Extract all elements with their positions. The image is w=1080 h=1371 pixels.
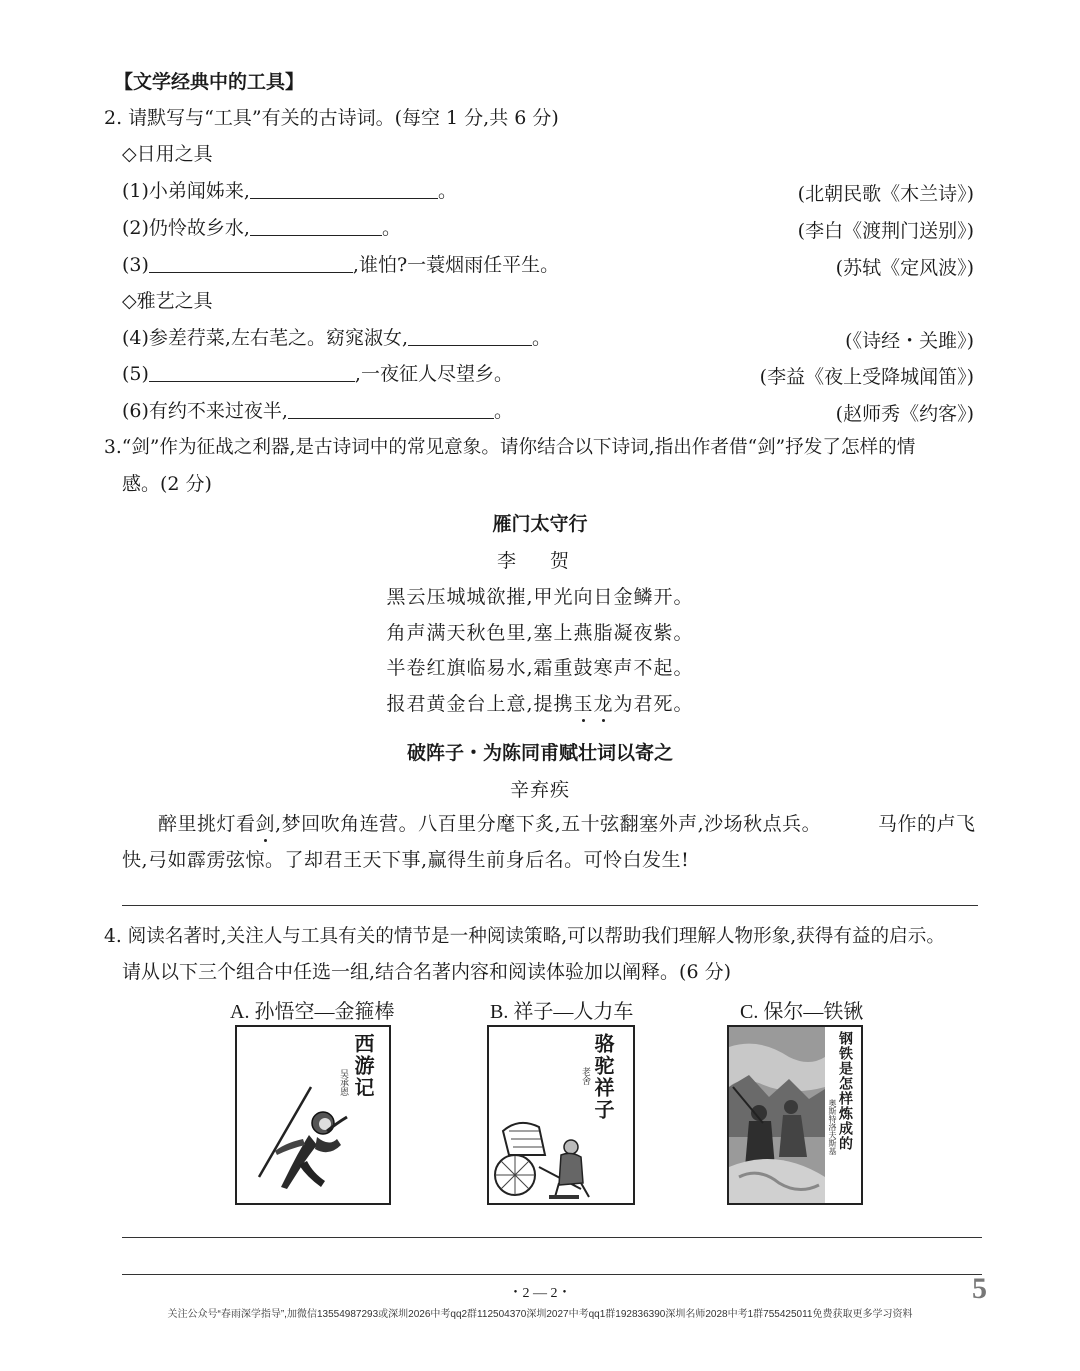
page-number: ・2 — 2・ [508,1286,572,1301]
answer-blank-1[interactable] [250,180,438,199]
q2-item-2-source: (李白《渡荆门送别》) [797,220,974,242]
monkey-king-illustration [237,1027,389,1203]
q2-item-1-source: (北朝民歌《木兰诗》) [797,183,974,205]
corner-number: 5 [972,1272,987,1305]
q2-item-5 [122,362,513,386]
q2-item-4-source: (《诗经・关雎》) [845,330,974,352]
poem2-line-1 [158,812,821,836]
q2-item-3-source: (苏轼《定风波》) [835,257,974,279]
q2-item-6-pre: (6)有约不来过夜半, [122,400,288,422]
q2-item-6-source: (赵师秀《约客》) [835,403,974,425]
rickshaw-illustration [489,1027,633,1203]
poem2-line-1-tail: 马作的卢飞 [878,813,976,835]
q2-item-6 [122,399,513,423]
book-title-xiyouji: 西游记 [351,1033,375,1099]
q2-item-4-pre: (4)参差荇菜,左右芼之。窈窕淑女, [122,327,408,349]
q2-item-5-pre: (5) [122,363,149,385]
q2-item-1-post: 。 [437,180,457,202]
q2-item-3-post: ,谁怕?一蓑烟雨任平生。 [352,254,560,276]
poem1-line-4-post: 为君死。 [613,693,694,715]
poem2-line-1-post: ,梦回吹角连营。八百里分麾下炙,五十弦翻塞外声,沙场秋点兵。 [275,813,822,835]
book-cover-luotuoxiangzi [487,1025,635,1205]
q3-stem-line2: 感。(2 分) [122,473,212,495]
answer-blank-3[interactable] [149,254,353,273]
q2-item-5-source: (李益《夜上受降城闻笛》) [759,366,974,388]
poem1-author: 李 贺 [496,550,584,572]
section-title: 【文学经典中的工具】 [114,71,305,93]
option-a-label: A. 孙悟空—金箍棒 [230,1001,395,1023]
q4-stem-line1: 4. 阅读名著时,关注人与工具有关的情节是一种阅读策略,可以帮助我们理解人物形象,获得有益的启示。 [104,926,945,947]
q4-stem-line2: 请从以下三个组合中任选一组,结合名著内容和阅读体验加以阐释。(6 分) [122,961,731,983]
q2-item-6-post: 。 [493,400,513,422]
poem2-line-2: 快,弓如霹雳弦惊。了却君王天下事,赢得生前身后名。可怜白发生! [122,849,690,871]
book-author-luotuoxiangzi: 老舍 [580,1067,590,1085]
q2-stem: 2. 请默写与“工具”有关的古诗词。(每空 1 分,共 6 分) [104,107,559,129]
answer-line-q4-2[interactable] [122,1274,982,1275]
q2-item-2-post: 。 [381,217,401,239]
answer-line-q4-1[interactable] [122,1237,982,1238]
footer-notice: 关注公众号“春雨深学指导”,加微信13554987293或深圳2026中考qq2群112504370深圳2027中考qq1群192836390深圳名师2028中考1群755425011免费获取更多学习资料 [167,1309,913,1320]
q2-item-3 [122,253,559,277]
answer-line-q3[interactable] [122,905,978,906]
q2-item-2 [122,216,401,240]
poem2-line-1-pre: 醉里挑灯看 [158,813,256,835]
poem1-title: 雁门太守行 [492,513,588,535]
book-cover-gangtie [727,1025,863,1205]
poem1-line-4 [0,689,1080,716]
q2-item-4-post: 。 [532,327,552,349]
poem1-line-1: 黑云压城城欲摧,甲光向日金鳞开。 [386,586,694,608]
emphasis-char-jian: 剑 [255,813,276,835]
emphasis-char-long: 龙 [593,693,614,715]
answer-blank-4[interactable] [408,327,532,346]
book-title-luotuoxiangzi: 骆驼祥子 [591,1033,615,1121]
option-b-label: B. 祥子—人力车 [490,1001,634,1023]
book-author-gangtie: 奥斯特洛夫斯基 [828,1099,837,1155]
q2-item-1-pre: (1)小弟闻姊来, [122,180,250,202]
answer-blank-5[interactable] [149,363,355,382]
q2-item-5-post: ,一夜征人尽望乡。 [354,363,513,385]
book-cover-xiyouji [235,1025,391,1205]
poem1-line-4-pre: 报君黄金台上意,提携 [386,693,574,715]
book-author-xiyouji: 吴承恩 [338,1069,348,1096]
q2-group-art: ◇雅艺之具 [122,290,213,312]
poem2-author: 辛弃疾 [509,779,570,801]
answer-blank-2[interactable] [250,217,382,236]
poem1-line-3: 半卷红旗临易水,霜重鼓寒声不起。 [386,657,694,679]
poem1-line-2: 角声满天秋色里,塞上燕脂凝夜紫。 [386,622,694,644]
q2-group-daily: ◇日用之具 [122,143,213,165]
poem2-title: 破阵子・为陈同甫赋壮词以寄之 [406,742,673,764]
q3-stem-line1: 3.“剑”作为征战之利器,是古诗词中的常见意象。请你结合以下诗词,指出作者借“剑”抒发了怎样的情 [104,437,916,458]
q2-item-3-pre: (3) [122,254,149,276]
book-title-gangtie: 钢铁是怎样炼成的 [837,1031,853,1151]
q2-item-4 [122,326,551,350]
q2-item-2-pre: (2)仍怜故乡水, [122,217,250,239]
answer-blank-6[interactable] [288,400,494,419]
option-c-label: C. 保尔—铁锹 [740,1001,864,1023]
emphasis-char-yu: 玉 [573,693,594,715]
q2-item-1 [122,179,457,203]
